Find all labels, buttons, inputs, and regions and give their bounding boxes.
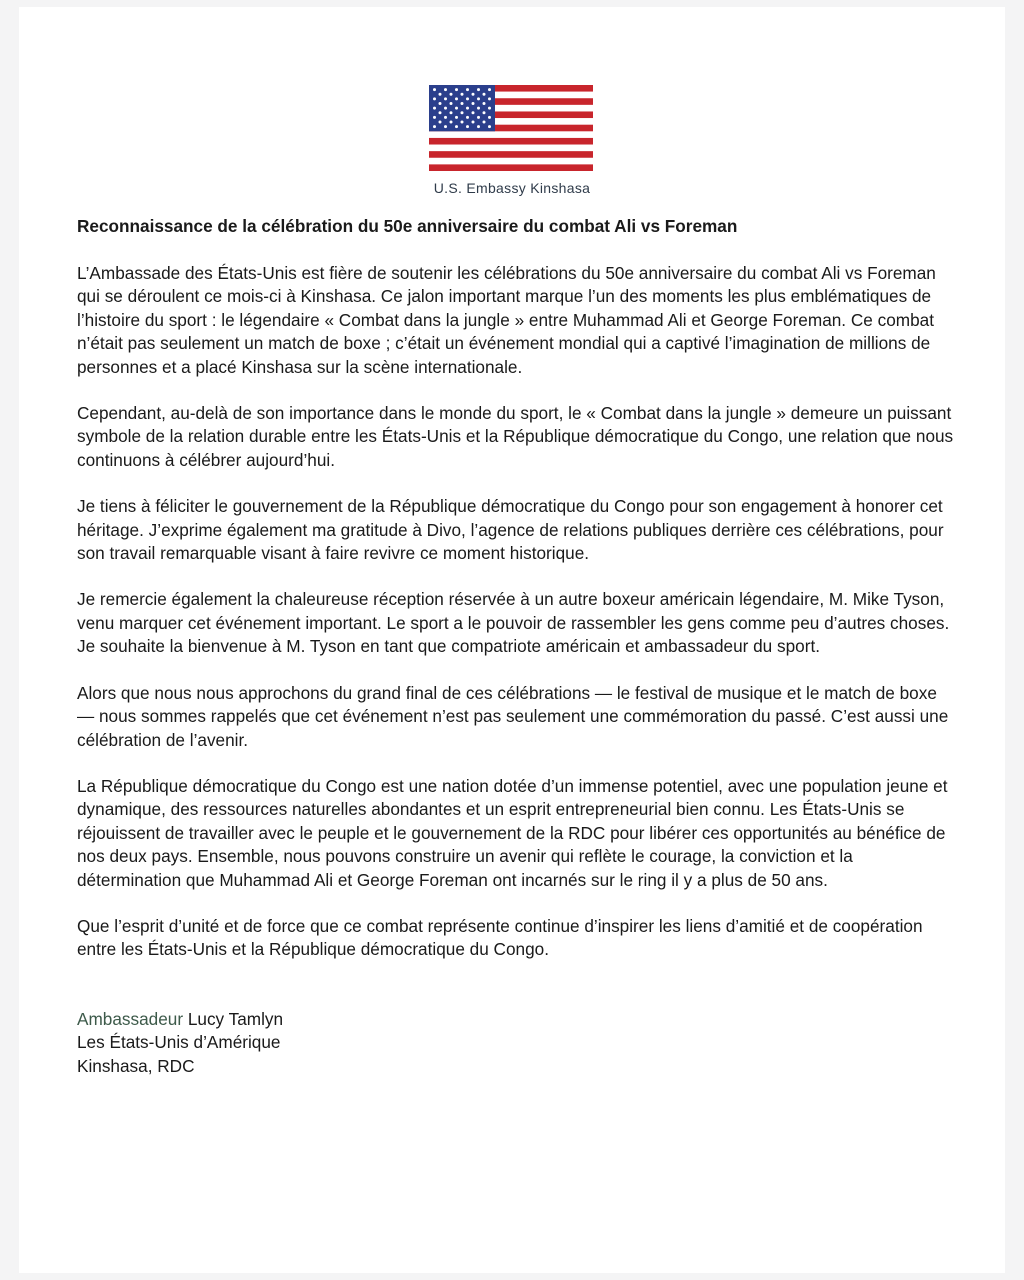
flag-star (433, 107, 436, 110)
flag-star (455, 116, 458, 119)
flag-star (477, 88, 480, 91)
flag-star (461, 102, 464, 105)
us-flag-logo (429, 85, 593, 171)
flag-star (450, 111, 453, 114)
flag-star (439, 111, 442, 114)
flag-canton (429, 85, 495, 131)
flag-star (444, 107, 447, 110)
signature-name: Lucy Tamlyn (187, 1008, 284, 1029)
signature-block (77, 1008, 957, 1078)
flag-star (433, 116, 436, 119)
flag-star (488, 88, 491, 91)
flag-stripe (429, 131, 593, 138)
flag-stripe (429, 145, 593, 152)
flag-star (444, 116, 447, 119)
flag-star (450, 93, 453, 96)
paragraph: Cependant, au-delà de son importance dans le monde du sport, le « Combat dans la jungle » demeure un puissant symbole de la relation durable entre les États-Unis et la République démocratique du Congo, une relation que nous continuons à célébrer aujourd’hui. (77, 403, 954, 470)
flag-stripe (429, 164, 593, 171)
flag-star (455, 125, 458, 128)
flag-star (472, 93, 475, 96)
flag-star (439, 121, 442, 124)
flag-star (466, 88, 469, 91)
flag-star (477, 125, 480, 128)
flag-stripe (429, 138, 593, 145)
flag-star (488, 107, 491, 110)
flag-stripe (429, 151, 593, 158)
signature-name-line (77, 1008, 957, 1031)
flag-star (455, 97, 458, 100)
flag-star (433, 88, 436, 91)
flag-star (488, 116, 491, 119)
flag-star (466, 97, 469, 100)
flag-star (483, 93, 486, 96)
flag-star (488, 125, 491, 128)
flag-star (461, 111, 464, 114)
paragraph: Alors que nous nous approchons du grand final de ces célébrations — le festival de musique et le match de boxe — nous sommes rappelés que cet événement n’est pas seulement une commémoration du passé. C’est aussi une célébration de l’avenir. (77, 682, 949, 750)
paragraph: Que l’esprit d’unité et de force que ce combat représente continue d’inspirer les liens d’amitié et de coopération entre les États-Unis et la République démocratique du Congo. (77, 915, 923, 960)
flag-star (455, 88, 458, 91)
letter-body (77, 214, 957, 1078)
letter-title: Reconnaissance de la célébration du 50e anniversaire du combat Ali vs Foreman (77, 216, 738, 236)
flag-star (466, 107, 469, 110)
flag-star (472, 102, 475, 105)
flag-star (483, 121, 486, 124)
flag-star (483, 102, 486, 105)
flag-star (439, 93, 442, 96)
flag-star (477, 116, 480, 119)
flag-star (477, 97, 480, 100)
flag-star (483, 111, 486, 114)
flag-star (433, 125, 436, 128)
paragraph: Je tiens à féliciter le gouvernement de la République démocratique du Congo pour son engagement à honorer cet héritage. J’exprime également ma gratitude à Divo, l’agence de relations publiques derrière ces célébrations, pour son travail remarquable visant à faire revivre ce moment historique. (77, 496, 944, 564)
flag-star (450, 102, 453, 105)
flag-star (461, 93, 464, 96)
flag-star (466, 116, 469, 119)
signature-role: Ambassadeur (77, 1008, 184, 1029)
flag-star (488, 97, 491, 100)
flag-star (439, 102, 442, 105)
flag-star (472, 121, 475, 124)
flag-star (466, 125, 469, 128)
flag-star (461, 121, 464, 124)
flag-star (444, 125, 447, 128)
paragraph: Je remercie également la chaleureuse réception réservée à un autre boxeur américain légendaire, M. Mike Tyson, venu marquer cet événement important. Le sport a le pouvoir de rassembler les gens comme peu d’autres choses. Je souhaite la bienvenue à M. Tyson en tant que compatriote américain et ambassadeur du sport. (77, 589, 950, 657)
paragraph: La République démocratique du Congo est une nation dotée d’un immense potentiel, avec une population jeune et dynamique, des ressources naturelles abondantes et un esprit entrepreneurial bien connu. Les États-Unis se réjouissent de travailler avec le peuple et le gouvernement de la RDC pour libérer ces opportunités au bénéfice de nos deux pays. Ensemble, nous pouvons construire un avenir qui reflète le courage, la conviction et la détermination que Muhammad Ali et George Foreman ont incarnés sur le ring il y a plus de 50 ans. (77, 775, 948, 890)
letterhead (19, 85, 1005, 210)
embassy-name: U.S. Embassy Kinshasa (433, 180, 591, 196)
flag-star (444, 88, 447, 91)
letter-page (19, 7, 1005, 1273)
paragraph: L’Ambassade des États-Unis est fière de soutenir les célébrations du 50e anniversaire du combat Ali vs Foreman qui se déroulent ce mois-ci à Kinshasa. Ce jalon important marque l’un des moments les plus emblématiques de l’histoire du sport : le légendaire « Combat dans la jungle » entre Muhammad Ali et George Foreman. Ce combat n’était pas seulement un match de boxe ; c’était un événement mondial qui a captivé l’imagination de millions de personnes et a placé Kinshasa sur la scène internationale. (77, 263, 936, 377)
flag-star (450, 121, 453, 124)
flag-star (472, 111, 475, 114)
signature-country: Les États-Unis d’Amérique (77, 1032, 281, 1053)
flag-star (433, 97, 436, 100)
flag-stripe (429, 158, 593, 165)
signature-location: Kinshasa, RDC (77, 1055, 195, 1076)
flag-star (444, 97, 447, 100)
flag-star (477, 107, 480, 110)
flag-star (455, 107, 458, 110)
